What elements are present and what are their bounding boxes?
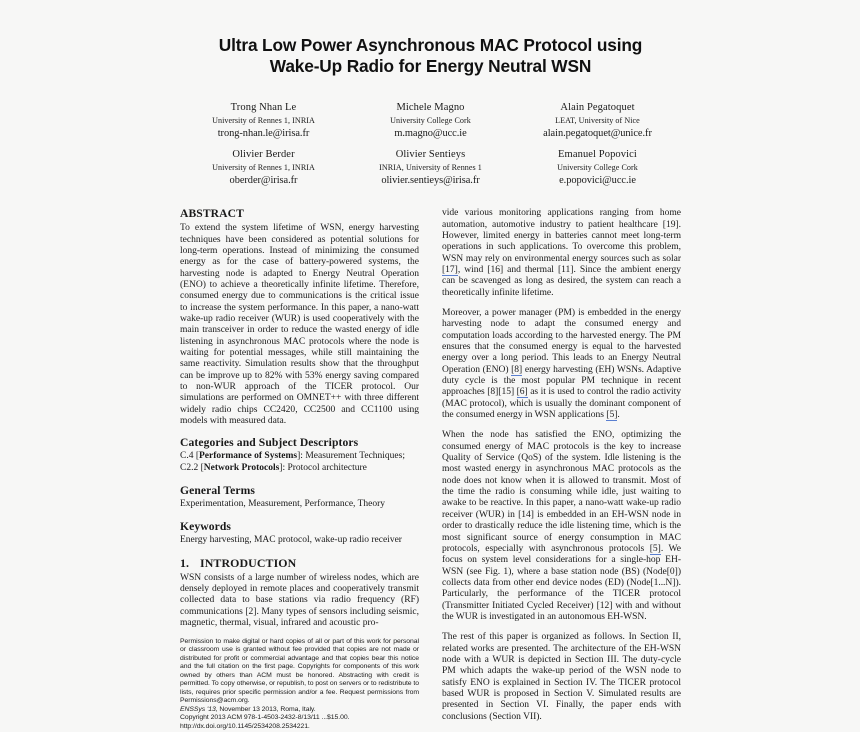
text-run: vide various monitoring applications ranging from home automation, automotive industry to patient healthcare [19]. However, limited energy in batteries cannot meet long-term operations in such applications. To overcome this problem, WSN may rely on environmental energy sources such as solar [442, 207, 681, 264]
author-entry [347, 149, 514, 188]
author-name: Emanuel Popovici [558, 148, 637, 160]
author-affiliation: LEAT, University of Nice [555, 116, 640, 126]
author-name: Alain Pegatoquet [560, 102, 635, 113]
author-name: Olivier Sentieys [395, 148, 466, 160]
body-columns [180, 207, 681, 731]
category-term: Performance of Systems [199, 451, 298, 462]
categories-line-2 [180, 463, 419, 474]
citation-ref-6[interactable]: [6] [516, 386, 528, 398]
author-entry [514, 149, 681, 188]
introduction-text: WSN consists of a large number of wireless nodes, which are densely deployed in remote places and cooperatively transmit collected data to base stations via radio frequency (RF) communications [2]. Many types of sensors including seismic, magnetic, thermal, visual, infrared and acoustic pro- [180, 571, 419, 629]
intro-paragraph-1 [442, 207, 681, 298]
text-run: , wind [16] and thermal [11]. Since the ambient energy can be scavenged as long as desired, the system can reach a theoretically infinite lifetime. [442, 263, 681, 298]
text-run: as it is used to control the radio activity (MAC protocol), which is usually the dominant component of the consumed energy in WSN applications [442, 386, 681, 421]
copyright-doi[interactable]: http://dx.doi.org/10.1145/2534208.2534221. [180, 722, 310, 730]
category-term: Network Protocols [203, 462, 280, 473]
citation-ref-5[interactable]: [5] [649, 542, 661, 554]
author-name: Trong Nhan Le [230, 102, 297, 113]
author-entry [180, 102, 347, 141]
author-email[interactable]: m.magno@ucc.ie [394, 128, 467, 140]
author-affiliation: University College Cork [557, 162, 638, 172]
citation-ref-5[interactable]: [5] [606, 409, 618, 421]
categories-heading: Categories and Subject Descriptors [180, 436, 359, 450]
citation-ref-8[interactable]: [8] [511, 363, 523, 375]
abstract-text: To extend the system lifetime of WSN, energy harvesting techniques have been considered as potential solutions for long-term operations. Instead of minimizing the consumed energy as for the case of battery-powered systems, the harvesting node is adapted to Energy Neutral Operation (ENO) to achieve a theoretically infinite lifetime. Therefore, consumed energy due to communications is the critical issue to increase the system performance. In this paper, a nano-watt wake-up radio receiver (WUR) is used cooperatively with the main transceiver in order to reduce the wasted energy of idle listening in asynchronous MAC protocols where the node is waiting for potential messages, while still maintaining the same reactivity. Simulation results show that the throughput can be improve up to 82% with 53% energy saving compared to non-WUR approach of the TICER protocol. Our simulations are performed on OMNET++ with three different widely radio chips CC2420, CC2500 and CC1100 using models with measured data. [180, 222, 419, 427]
author-block [180, 102, 681, 187]
intro-paragraph-2 [442, 307, 681, 420]
spacer [180, 510, 419, 520]
text-run: energy harvesting (EH) WSNs. Adaptive duty cycle is the most popular PM technique in recent approaches [8][15] [442, 363, 681, 398]
venue-name: ENSSys '13, [180, 705, 218, 713]
introduction-heading [180, 557, 419, 570]
text-run: . We focus on system level considerations for a single-hop EH-WSN (see Fig. 1), where a base station node (BS) (Node[0]) collects data from other end device nodes (ED) (Node[1...N]). Particularly, the performance of the TICER protocol (Transmitter Initiated Cycled Receiver) [12] with and without the WUR is investigated in an autonomous EH-WSN. [442, 542, 681, 622]
text-run: . [617, 409, 620, 421]
author-entry [180, 149, 347, 188]
spacer [180, 426, 419, 436]
copyright-block [180, 638, 419, 732]
spacer [180, 474, 419, 484]
author-row [180, 102, 681, 141]
text-run: When the node has satisfied the ENO, optimizing the consumed energy of MAC protocols is the key to increase Quality of Service (QoS) of the system. Idle listening is the most wasted energy in asynchronous MAC protocols as the node does not know when it is allowed to transmit. Most of the time the radio is consuming while idle, just waiting to awake to be reactive. In this paper, a nano-watt wake-up radio receiver (WUR) in [14] is embedded in an EH-WSN node in order to drastically reduce the idle listening time, which is the most significant source of energy consumption in MAC protocols, especially with asynchronous protocols [442, 429, 681, 554]
author-entry [347, 102, 514, 141]
title-line-2: Wake-Up Radio for Energy Neutral WSN [269, 56, 592, 76]
paper-sheet [180, 0, 681, 731]
general-terms-text: Experimentation, Measurement, Performance, Theory [180, 499, 386, 510]
author-email[interactable]: e.popovici@ucc.ie [559, 175, 636, 187]
author-affiliation: INRIA, University of Rennes 1 [379, 162, 482, 172]
author-email[interactable]: alain.pegatoquet@unice.fr [543, 128, 652, 140]
abstract-heading: ABSTRACT [180, 207, 244, 221]
author-email[interactable]: olivier.sentieys@irisa.fr [381, 175, 480, 187]
author-email[interactable]: oberder@irisa.fr [229, 175, 298, 187]
section-title: INTRODUCTION [200, 555, 297, 570]
category-desc: ]: Protocol architecture [279, 462, 367, 473]
section-number: 1. [180, 555, 190, 570]
page-title [180, 0, 681, 77]
keywords-heading: Keywords [180, 520, 232, 534]
general-terms-heading: General Terms [180, 484, 256, 498]
intro-paragraph-4: The rest of this paper is organized as follows. In Section II, related works are presented. The architecture of the EH-WSN node with a WUR is depicted in Section III. The duty-cycle PM which adapts the wake-up period of the WSN node to satisfy ENO is explained in Section IV. The TICER protocol based WUR is proposed in Section V. Simulated results are presented in Section VI. Finally, the paper ends with conclusions (Section VII). [442, 631, 681, 722]
citation-ref-17[interactable]: [17] [442, 263, 458, 275]
author-name: Michele Magno [396, 102, 465, 113]
author-row [180, 149, 681, 188]
category-desc: ]: Measurement Techniques; [297, 451, 405, 462]
intro-paragraph-3 [442, 429, 681, 622]
categories-line-1 [180, 451, 419, 462]
category-code: C.4 [ [180, 451, 199, 462]
copyright-acm: Copyright 2013 ACM 978-1-4503-2432-8/13/11 ...$15.00. [180, 714, 350, 721]
venue-details: November 13 2013, Roma, Italy. [217, 705, 316, 713]
keywords-text: Energy harvesting, MAC protocol, wake-up radio receiver [180, 535, 402, 546]
author-entry [514, 102, 681, 141]
title-line-1: Ultra Low Power Asynchronous MAC Protocol using [218, 35, 643, 55]
column-right [442, 207, 681, 722]
text-run: Moreover, a power manager (PM) is embedded in the energy harvesting node to adapt the consumed energy and computation loads according to the harvested energy. The PM ensures that the consumed energy is equal to the harvested energy over a long period. This leads to an Energy Neutral Operation (ENO) [442, 306, 681, 375]
category-code: C2.2 [ [180, 462, 204, 473]
author-affiliation: University College Cork [390, 116, 471, 126]
author-name: Olivier Berder [232, 148, 295, 160]
author-affiliation: University of Rennes 1, INRIA [212, 162, 315, 172]
column-left [180, 207, 419, 731]
copyright-venue [180, 706, 419, 715]
copyright-permission: Permission to make digital or hard copies of all or part of this work for personal or classroom use is granted without fee provided that copies are not made or distributed for profit or commercial advantage and that copies bear this notice and the full citation on the first page. Copyrights for components of this work owned by others than ACM must be honored. Abstracting with credit is permitted. To copy otherwise, or republish, to post on servers or to redistribute to lists, requires prior specific permission and/or a fee. Request permissions from Permissions@acm.org. [180, 637, 419, 704]
author-affiliation: University of Rennes 1, INRIA [212, 116, 315, 126]
author-email[interactable]: trong-nhan.le@irisa.fr [217, 128, 310, 140]
